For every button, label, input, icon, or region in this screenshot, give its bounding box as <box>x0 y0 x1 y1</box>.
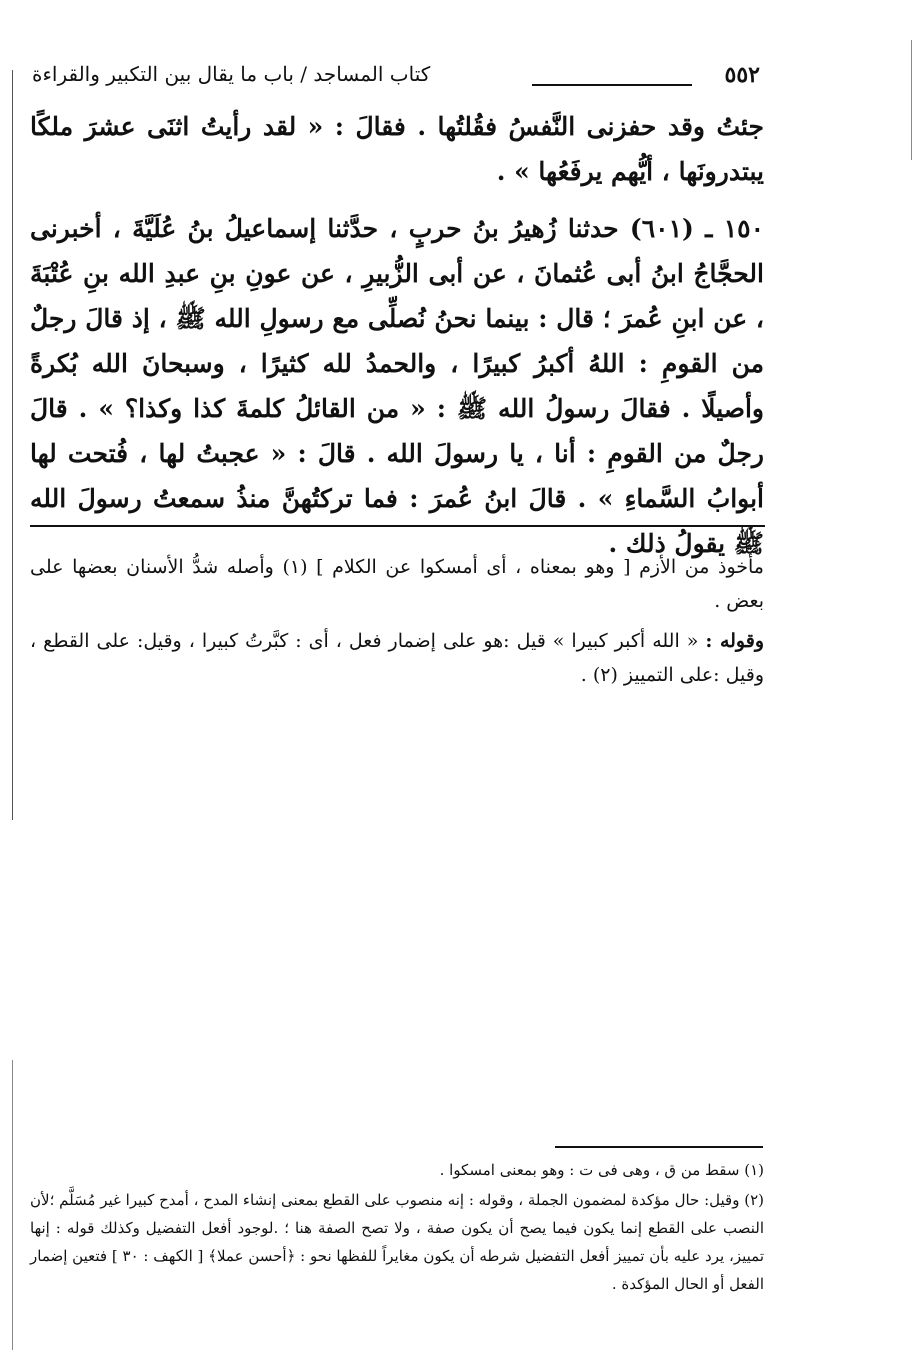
scan-margin-line <box>12 70 13 820</box>
footnotes <box>30 1156 764 1300</box>
main-paragraph: جئتُ وقد حفزنى النَّفسُ فقُلتُها . فقالَ : « لقد رأيتُ اثنَى عشرَ ملكًا يبتدرونَها ، أيُّهم يرفَعُها » . <box>30 112 764 186</box>
page-number: ٥٥٢ <box>724 62 760 88</box>
commentary-paragraph: مأخوذ من الأزم [ وهو بمعناه ، أى أمسكوا عن الكلام ] (١) وأصله شدُّ الأسنان بعضها على بعض . <box>30 556 764 612</box>
commentary-paragraph <box>30 624 764 692</box>
scan-margin-line <box>12 1060 13 1350</box>
header-rule <box>532 84 692 86</box>
scan-margin-line <box>911 40 912 160</box>
footnote: (٢) وقيل: حال مؤكدة لمضمون الجملة ، وقوله : إنه منصوب على القطع بمعنى إنشاء المدح ، أمدح كبيرا غير مُسَلَّم ؛لأن النصب على القطع إنما يكون فيما يصح أن يكون صفة ، ولا تصح الصفة هنا ؛ .لوجود أفعل التفضيل وكذلك قوله : إنها تمييز، يرد عليه بأن تمييز أفعل التفضيل شرطه أن يكون مغايراً للفظها نحو : ﴿أحسن عملا﴾ [ الكهف : ٣٠ ] فتعين إضمار الفعل أو الحال المؤكدة . <box>30 1191 764 1293</box>
footnote: (١) سقط من ق ، وهى فى ت : وهو بمعنى امسكوا . <box>439 1161 764 1179</box>
main-paragraph: ١٥٠ ـ (٦٠١) حدثنا زُهيرُ بنُ حربٍ ، حدَّثنا إسماعيلُ بنُ عُلَيَّةَ ، أخبرنى الحجَّاجُ ابنُ أبى عُثمانَ ، عن أبى الزُّبيرِ ، عن عونِ بنِ عبدِ الله بنِ عُتْبَةَ ، عن ابنِ عُمرَ ؛ قال : بينما نحنُ نُصلِّى مع رسولِ الله ﷺ ، إذ قالَ رجلٌ من القومِ : اللهُ أكبرُ كبيرًا ، والحمدُ لله كثيرًا ، وسبحانَ الله بُكرةً وأصيلًا . فقالَ رسولُ الله ﷺ : « من القائلُ كلمةَ كذا وكذا؟ » . قالَ رجلٌ من القومِ : أنا ، يا رسولَ الله . قالَ : « عجبتُ لها ، فُتحت لها أبوابُ السَّماءِ » . قالَ ابنُ عُمرَ : فما تركتُهنَّ منذُ سمعتُ رسولَ الله ﷺ يقولُ ذلك . <box>30 214 765 558</box>
commentary <box>30 550 764 698</box>
commentary-lead: وقوله : <box>705 630 764 652</box>
section-divider <box>30 525 765 527</box>
hadith-text <box>30 104 764 578</box>
commentary-text: « الله أكبر كبيرا » قيل :هو على إضمار فعل ، أى : كبَّرتُ كبيرا ، وقيل: على القطع ، وقيل :على التمييز (٢) . <box>30 630 764 686</box>
page-header <box>32 62 760 92</box>
running-title: كتاب المساجد / باب ما يقال بين التكبير والقراءة <box>32 62 431 86</box>
footnote-divider <box>555 1146 763 1148</box>
